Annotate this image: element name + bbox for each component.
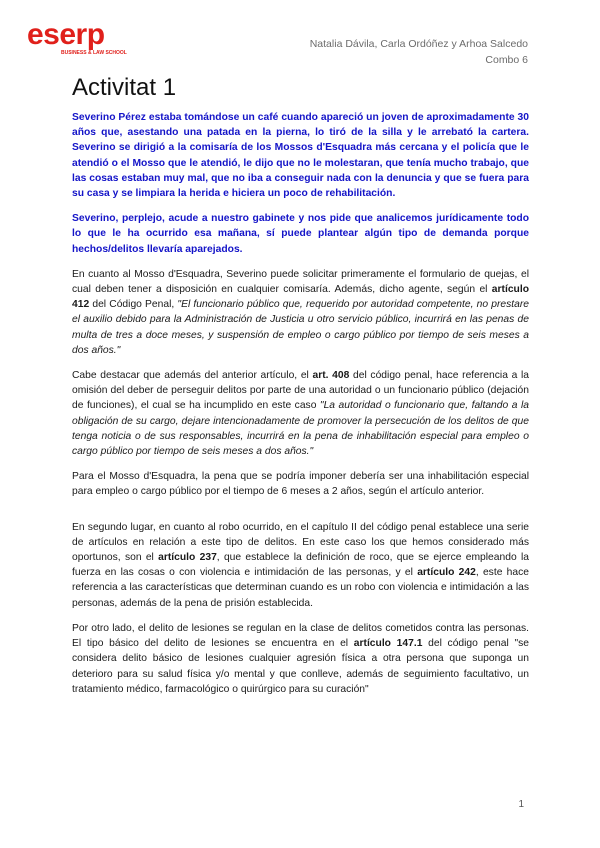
article-ref: art. 408: [312, 370, 350, 382]
paragraph-lesiones: [72, 621, 529, 697]
text-run: , este hace referencia a las características que determinan cuando es un robo con violencia e intimidación a las personas, además de la pena de prisión establecida.: [72, 567, 530, 609]
logo-wordmark: eserp: [27, 18, 105, 51]
header-group: Combo 6: [485, 54, 528, 66]
paragraph-pena-mosso: Para el Mosso d'Esquadra, la pena que se podría imponer debería ser una inhabilitación especial para empleo o cargo público por el tiempo de 6 meses a 2 años, según el artículo anterior.: [72, 471, 529, 498]
paragraph-mosso-queja: [72, 267, 529, 358]
text-run: del código penal, hace referencia a la omisión del deber de perseguir delitos por parte de una autoridad o un funcionario público (dejación de funciones), el cual se ha incumplido en este caso: [72, 370, 529, 412]
legal-quote: "El funcionario público que, requerido por autoridad competente, no prestare el auxilio debido para la Administración de Justicia u otro servicio público, incurrirá en las penas de multa de tres a doce meses, y suspensión de empleo o cargo público por tiempo de seis meses a dos años.": [72, 299, 529, 356]
prompt-paragraph-1: Severino Pérez estaba tomándose un café cuando apareció un joven de aproximadamente 30 años que, asestando una patada en la pierna, lo tiró de la silla y le arrebató la cartera. Severino se dirigió a la comisaría de los Mossos d'Esquadra más cercana y el policía que le atendió o el Mosso que le atendió, le dijo que no le molestaran, que tenía mucho trabajo, que las cosas estaban muy mal, que no iba a conseguir nada con la denuncia y que se fuera para su casa y se limpiara la herida e hiciera un poco de rehabilitación.: [72, 112, 529, 200]
page-title: Activitat 1: [72, 74, 177, 101]
prompt-paragraph-2: Severino, perplejo, acude a nuestro gabinete y nos pide que analicemos jurídicamente todo lo que le ha ocurrido esa mañana, sí puede plantear algún tipo de demanda porque hechos/delitos llevaría aparejados.: [72, 213, 529, 255]
text-run: En segundo lugar, en cuanto al robo ocurrido, en el capítulo II del código penal establece una serie de artículos en relación a este tipo de delitos. En este caso los que hemos considerado más oportunos, son el: [72, 521, 529, 564]
article-ref: artículo 412: [72, 284, 529, 311]
text-run: Por otro lado, el delito de lesiones se regulan en la clase de delitos cometidos contra las personas. El tipo básico del delito de lesiones se encuentra en el: [72, 622, 529, 650]
paragraph-robo: [72, 520, 529, 611]
article-ref: artículo 237: [158, 552, 217, 564]
eserp-logo: [27, 20, 127, 56]
paragraph-art-408: [72, 368, 529, 459]
logo-subtitle: BUSINESS & LAW SCHOOL: [61, 50, 127, 56]
text-run: Cabe destacar que además del anterior artículo, el: [72, 370, 313, 382]
legal-quote: "La autoridad o funcionario que, faltando a la obligación de su cargo, dejare intencionadamente de promover la persecución de los delitos de que tenga noticia o de sus responsables, incurrirá en la pena de inhabilitación especial para empleo o cargo público por tiempo de seis meses a dos años.": [72, 400, 529, 458]
article-ref: artículo 147.1: [353, 638, 423, 650]
text-run: En cuanto al Mosso d'Esquadra, Severino puede solicitar primeramente el formulario de quejas, el cual deben tener a disposición en cualquier comisaría. Además, dicho agente, según el: [72, 268, 529, 296]
article-ref: artículo 242: [417, 567, 476, 579]
page-number: 1: [518, 799, 524, 810]
header-authors: Natalia Dávila, Carla Ordóñez y Arhoa Salcedo: [309, 38, 528, 50]
text-run: del código penal "se considera delito básico de lesiones cualquier agresión física a otra persona que suponga un deterioro para su salud física y/o mental y que conlleve, además de seguimiento facultativo, un tratamiento médico, farmacológico o quirúrgico para su curación": [72, 638, 529, 695]
text-run: del Código Penal,: [89, 299, 178, 311]
text-run: , que establece la definición de roco, que se ejerce empleando la fuerza en las cosas o con violencia e intimidación de las personas, y el: [72, 552, 529, 579]
document-body: [72, 110, 529, 707]
spacer: [72, 510, 529, 520]
